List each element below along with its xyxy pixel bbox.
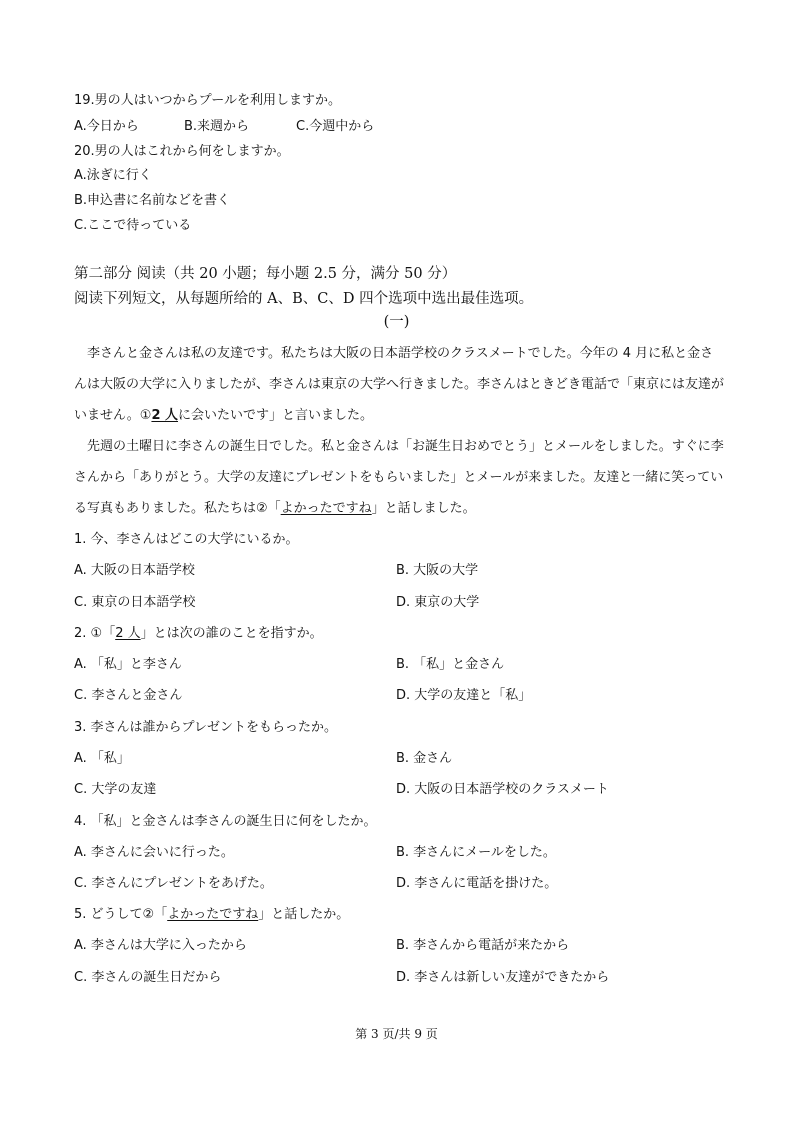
q19-option-a: A.今日から bbox=[74, 119, 139, 134]
part-label: (一) bbox=[383, 314, 410, 330]
question-19-options bbox=[74, 118, 375, 136]
reading-passage bbox=[74, 338, 724, 524]
q4-option-d: D. 李さんに電話を掛けた。 bbox=[396, 876, 558, 891]
q2-option-b: B. 「私」と金さん bbox=[396, 657, 505, 672]
p2-underlined: よかったですね bbox=[280, 501, 372, 516]
q5-option-d: D. 李さんは新しい友達ができたから bbox=[396, 970, 610, 985]
q5-stem: 5. どうして②「 bbox=[74, 907, 168, 922]
q2-underlined: 2 人 bbox=[115, 626, 141, 641]
p1-text: 李さんと金さんは私の友達です。私たちは大阪の日本語学校のクラスメートでした。今年の 4 月に私と金さんは大阪の大学に入りましたが、李さんは東京の大学へ行きました。李さんはときどき電話で「東京には友達がいません。① bbox=[74, 346, 725, 423]
p2-text: 先週の土曜日に李さんの誕生日でした。私と金さんは「お誕生日おめでとう」とメールをしました。すぐに李さんから「ありがとう。大学の友達にプレゼントをもらいました」とメールが来ました。友達と一緒に笑っている写真もありました。私たちは②「 bbox=[74, 439, 724, 516]
q2-option-c: C. 李さんと金さん bbox=[74, 688, 183, 703]
question-19: 19.男の人はいつからプールを利用しますか。 bbox=[74, 93, 342, 108]
q4-option-a: A. 李さんに会いに行った。 bbox=[74, 845, 234, 860]
q20-option-b: B.申込書に名前などを書く bbox=[74, 193, 231, 208]
passage-paragraph-1 bbox=[74, 338, 724, 431]
q1-option-b: B. 大阪の大学 bbox=[396, 563, 479, 578]
q1-option-d: D. 東京の大学 bbox=[396, 595, 480, 610]
q5-stem-end: 」と話したか。 bbox=[258, 907, 350, 922]
question-20: 20.男の人はこれから何をしますか。 bbox=[74, 144, 290, 159]
question-4: 4. 「私」と金さんは李さんの誕生日に何をしたか。 bbox=[74, 814, 377, 829]
passage-paragraph-2 bbox=[74, 431, 724, 524]
q3-option-a: A. 「私」 bbox=[74, 751, 130, 766]
q5-underlined: よかったですね bbox=[167, 907, 259, 922]
page-footer: 第 3 页/共 9 页 bbox=[355, 1027, 438, 1041]
question-1: 1. 今、李さんはどこの大学にいるか。 bbox=[74, 532, 299, 547]
q5-option-c: C. 李さんの誕生日だから bbox=[74, 970, 222, 985]
q5-option-b: B. 李さんから電話が来たから bbox=[396, 938, 570, 953]
section-instruction: 阅读下列短文，从每题所给的 A、B、C、D 四个选项中选出最佳选项。 bbox=[74, 291, 534, 307]
p1-underlined: 2 人 bbox=[151, 408, 179, 423]
q2-stem-end: 」とは次の誰のことを指すか。 bbox=[140, 626, 323, 641]
q1-option-c: C. 東京の日本語学校 bbox=[74, 595, 196, 610]
q3-option-b: B. 金さん bbox=[396, 751, 453, 766]
q3-option-c: C. 大学の友達 bbox=[74, 782, 157, 797]
p2-text-end: 」と話しました。 bbox=[371, 501, 476, 516]
question-3: 3. 李さんは誰からプレゼントをもらったか。 bbox=[74, 720, 338, 735]
q20-option-c: C.ここで待っている bbox=[74, 218, 192, 233]
p1-text-end: に会いたいです」と言いました。 bbox=[178, 408, 374, 423]
question-5 bbox=[74, 906, 349, 924]
q4-option-c: C. 李さんにプレゼントをあげた。 bbox=[74, 876, 273, 891]
q2-option-d: D. 大学の友達と「私」 bbox=[396, 688, 532, 703]
q19-option-c: C.今週中から bbox=[296, 119, 375, 134]
q20-option-a: A.泳ぎに行く bbox=[74, 168, 152, 183]
q1-option-a: A. 大阪の日本語学校 bbox=[74, 563, 195, 578]
q19-option-b: B.来週から bbox=[184, 119, 250, 134]
q4-option-b: B. 李さんにメールをした。 bbox=[396, 845, 556, 860]
q5-option-a: A. 李さんは大学に入ったから bbox=[74, 938, 247, 953]
q2-stem: 2. ①「 bbox=[74, 626, 116, 641]
q2-option-a: A. 「私」と李さん bbox=[74, 657, 182, 672]
q3-option-d: D. 大阪の日本語学校のクラスメート bbox=[396, 782, 609, 797]
question-2 bbox=[74, 625, 323, 643]
section-title: 第二部分 阅读（共 20 小题；每小题 2.5 分，满分 50 分） bbox=[74, 266, 457, 282]
